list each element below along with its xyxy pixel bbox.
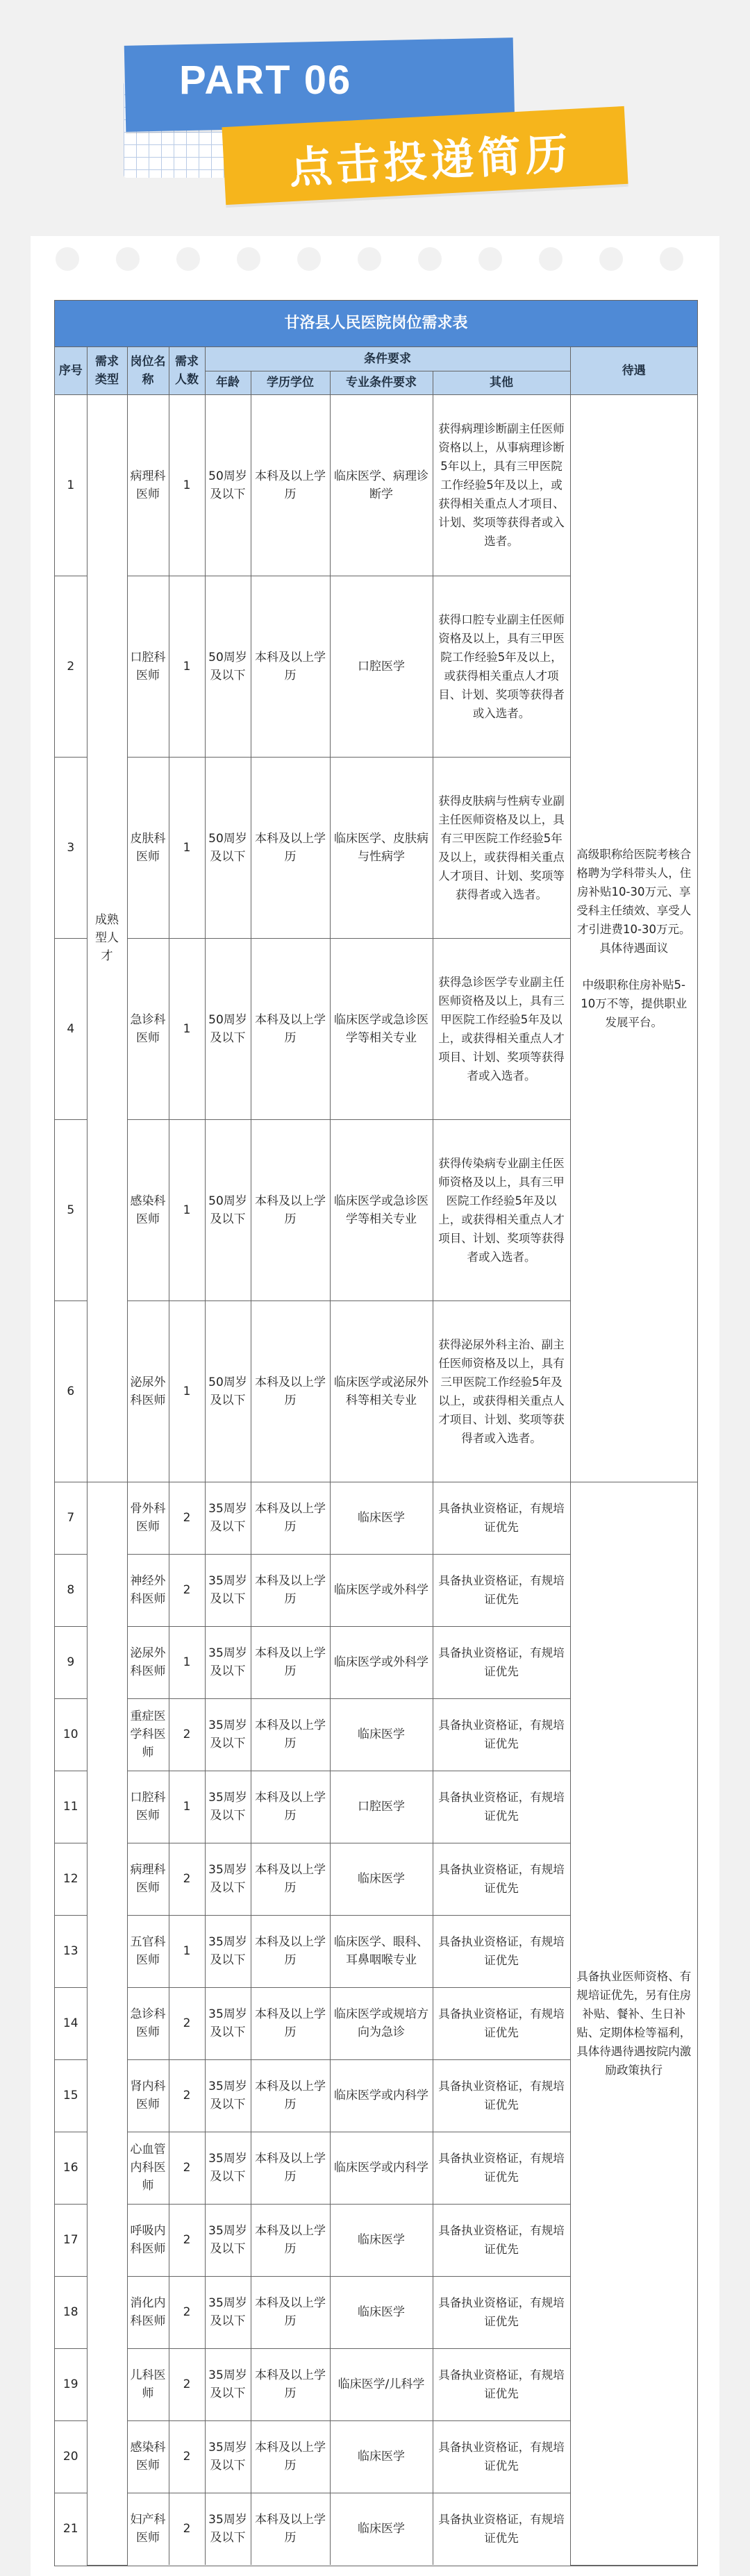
cell-age: 35周岁及以下 [205,2420,251,2493]
cell-major: 口腔医学 [330,576,433,757]
cell-seq: 14 [55,1987,87,2059]
cell-count: 1 [169,938,205,1119]
cell-seq: 18 [55,2276,87,2348]
cell-count: 1 [169,1626,205,1698]
cell-seq: 19 [55,2348,87,2420]
cell-other: 具备执业资格证，有规培证优先 [433,1698,570,1771]
cell-major: 临床医学或内科学 [330,2059,433,2132]
cell-major: 临床医学或泌尿外科等相关专业 [330,1300,433,1482]
cell-position: 妇产科医师 [127,2493,169,2565]
cell-other: 获得皮肤病与性病专业副主任医师资格及以上，具有三甲医院工作经验5年及以上，或获得相关重点人才项目、计划、奖项等获得者或入选者。 [433,757,570,938]
table-row [55,1482,697,1554]
cell-major: 临床医学或规培方向为急诊 [330,1987,433,2059]
header-seq: 序号 [55,347,87,394]
cell-count: 1 [169,757,205,938]
cell-major: 临床医学或外科学 [330,1626,433,1698]
cell-age: 50周岁及以下 [205,1300,251,1482]
cell-education: 本科及以上学历 [251,1987,330,2059]
cell-age: 35周岁及以下 [205,1482,251,1554]
cell-benefit [570,394,697,1482]
header-other: 其他 [433,371,570,394]
cell-count: 1 [169,576,205,757]
cell-seq: 4 [55,938,87,1119]
cell-education: 本科及以上学历 [251,576,330,757]
cell-seq: 20 [55,2420,87,2493]
cell-count: 1 [169,1119,205,1300]
cell-major: 临床医学 [330,2493,433,2565]
cell-education: 本科及以上学历 [251,2276,330,2348]
cell-position: 神经外科医师 [127,1554,169,1626]
cell-type [87,1482,127,2565]
cell-count: 2 [169,1554,205,1626]
cell-position: 儿科医师 [127,2348,169,2420]
cell-age: 35周岁及以下 [205,2204,251,2276]
cell-other: 具备执业资格证，有规培证优先 [433,1626,570,1698]
cell-education: 本科及以上学历 [251,1698,330,1771]
cell-education: 本科及以上学历 [251,1915,330,1987]
cell-other: 具备执业资格证，有规培证优先 [433,2276,570,2348]
cell-major: 临床医学 [330,2204,433,2276]
header-conditions: 条件要求 [205,347,570,371]
cell-major: 临床医学 [330,2420,433,2493]
cell-seq: 17 [55,2204,87,2276]
cell-seq: 13 [55,1915,87,1987]
cell-seq: 3 [55,757,87,938]
binder-hole [599,247,623,271]
binder-hole [297,247,321,271]
cell-other: 具备执业资格证，有规培证优先 [433,1554,570,1626]
header-type: 需求类型 [87,347,127,394]
cell-count: 2 [169,2059,205,2132]
cell-age: 35周岁及以下 [205,1987,251,2059]
cell-education: 本科及以上学历 [251,1482,330,1554]
binder-hole [418,247,442,271]
cell-other: 具备执业资格证，有规培证优先 [433,2493,570,2565]
cell-count: 2 [169,1482,205,1554]
cell-major: 临床医学 [330,1482,433,1554]
cell-count: 2 [169,2132,205,2204]
cell-age: 50周岁及以下 [205,757,251,938]
cell-education: 本科及以上学历 [251,938,330,1119]
cell-count: 1 [169,1300,205,1482]
header-major: 专业条件要求 [330,371,433,394]
cell-count: 2 [169,2276,205,2348]
binder-hole [116,247,140,271]
header-position: 岗位名称 [127,347,169,394]
cell-other: 获得传染病专业副主任医师资格及以上，具有三甲医院工作经验5年及以上，或获得相关重点人才项目、计划、奖项等获得者或入选者。 [433,1119,570,1300]
header-education: 学历学位 [251,371,330,394]
cell-other: 具备执业资格证，有规培证优先 [433,2204,570,2276]
cell-count: 2 [169,1698,205,1771]
cell-education: 本科及以上学历 [251,1300,330,1482]
cell-major: 临床医学或急诊医学等相关专业 [330,1119,433,1300]
cell-major: 口腔医学 [330,1771,433,1843]
cell-position: 泌尿外科医师 [127,1300,169,1482]
cell-other: 具备执业资格证，有规培证优先 [433,2059,570,2132]
cell-seq: 5 [55,1119,87,1300]
cell-age: 35周岁及以下 [205,2059,251,2132]
cell-position: 急诊科医师 [127,1987,169,2059]
cell-position: 心血管内科医师 [127,2132,169,2204]
header-count: 需求人数 [169,347,205,394]
cell-count: 1 [169,1771,205,1843]
cell-age: 35周岁及以下 [205,1554,251,1626]
cell-age: 35周岁及以下 [205,2348,251,2420]
recruitment-grid [55,347,697,2566]
cell-position: 呼吸内科医师 [127,2204,169,2276]
cell-seq: 12 [55,1843,87,1915]
part-label: PART 06 [179,58,352,103]
cell-major: 临床医学 [330,1843,433,1915]
binder-hole [176,247,200,271]
cell-position: 口腔科医师 [127,576,169,757]
cell-other: 获得口腔专业副主任医师资格及以上，具有三甲医院工作经验5年及以上，或获得相关重点人才项目、计划、奖项等获得者或入选者。 [433,576,570,757]
cell-major: 临床医学 [330,1698,433,1771]
cell-count: 2 [169,2204,205,2276]
cell-major: 临床医学/儿科学 [330,2348,433,2420]
cell-position: 感染科医师 [127,1119,169,1300]
cell-position: 泌尿外科医师 [127,1626,169,1698]
cell-type: 成熟型人才 [87,394,127,1482]
cell-seq: 2 [55,576,87,757]
cell-count: 2 [169,2420,205,2493]
cell-other: 获得病理诊断副主任医师资格以上，从事病理诊断5年以上，具有三甲医院工作经验5年及以上，或获得相关重点人才项目、计划、奖项等获得者或入选者。 [433,394,570,576]
cell-other: 具备执业资格证，有规培证优先 [433,2420,570,2493]
cell-count: 1 [169,394,205,576]
cell-education: 本科及以上学历 [251,2348,330,2420]
cell-education: 本科及以上学历 [251,1554,330,1626]
cell-other: 获得急诊医学专业副主任医师资格及以上，具有三甲医院工作经验5年及以上，或获得相关重点人才项目、计划、奖项等获得者或入选者。 [433,938,570,1119]
cell-seq: 10 [55,1698,87,1771]
cell-education: 本科及以上学历 [251,1626,330,1698]
binder-hole [56,247,79,271]
cell-seq: 11 [55,1771,87,1843]
cell-seq: 9 [55,1626,87,1698]
cell-age: 35周岁及以下 [205,1698,251,1771]
cell-education: 本科及以上学历 [251,394,330,576]
cell-other: 获得泌尿外科主治、副主任医师资格及以上，具有三甲医院工作经验5年及以上，或获得相关重点人才项目、计划、奖项等获得者或入选者。 [433,1300,570,1482]
cell-education: 本科及以上学历 [251,2493,330,2565]
cell-other: 具备执业资格证，有规培证优先 [433,2348,570,2420]
cell-benefit: 具备执业医师资格、有规培证优先，另有住房补贴、餐补、生日补贴、定期体检等福利，具体待遇待遇按院内激励政策执行 [570,1482,697,2565]
cell-other: 具备执业资格证，有规培证优先 [433,1482,570,1554]
cell-age: 35周岁及以下 [205,2493,251,2565]
cell-other: 具备执业资格证，有规培证优先 [433,2132,570,2204]
cell-education: 本科及以上学历 [251,2059,330,2132]
cell-major: 临床医学或急诊医学等相关专业 [330,938,433,1119]
cell-count: 1 [169,1915,205,1987]
cell-count: 2 [169,1987,205,2059]
cell-other: 具备执业资格证，有规培证优先 [433,1771,570,1843]
cell-education: 本科及以上学历 [251,757,330,938]
cell-age: 50周岁及以下 [205,394,251,576]
cta-label[interactable]: 点击投递简历 [288,128,574,194]
cell-other: 具备执业资格证，有规培证优先 [433,1843,570,1915]
benefit-senior: 高级职称给医院考核合格聘为学科带头人，住房补贴10-30万元、享受科主任绩效、享受人才引进费10-30万元。具体待遇面议 [576,847,692,955]
cell-education: 本科及以上学历 [251,2132,330,2204]
binder-hole [358,247,381,271]
cell-seq: 16 [55,2132,87,2204]
binder-hole [478,247,502,271]
cell-position: 皮肤科医师 [127,757,169,938]
cell-education: 本科及以上学历 [251,1771,330,1843]
cell-count: 2 [169,1843,205,1915]
cell-other: 具备执业资格证，有规培证优先 [433,1915,570,1987]
cell-major: 临床医学、病理诊断学 [330,394,433,576]
cell-age: 35周岁及以下 [205,2276,251,2348]
cell-position: 病理科医师 [127,1843,169,1915]
cell-position: 感染科医师 [127,2420,169,2493]
binder-hole [660,247,683,271]
cell-count: 2 [169,2493,205,2565]
cell-age: 50周岁及以下 [205,938,251,1119]
cell-age: 35周岁及以下 [205,1843,251,1915]
header-banner [0,0,750,229]
table-row [55,394,697,576]
cell-age: 50周岁及以下 [205,1119,251,1300]
cell-seq: 1 [55,394,87,576]
cell-age: 50周岁及以下 [205,576,251,757]
recruitment-table [54,300,698,2566]
cell-education: 本科及以上学历 [251,2420,330,2493]
binder-holes [31,247,719,275]
cell-position: 病理科医师 [127,394,169,576]
cell-position: 口腔科医师 [127,1771,169,1843]
cell-position: 肾内科医师 [127,2059,169,2132]
header-age: 年龄 [205,371,251,394]
cell-position: 重症医学科医师 [127,1698,169,1771]
cell-age: 35周岁及以下 [205,1915,251,1987]
cell-seq: 21 [55,2493,87,2565]
cell-major: 临床医学或内科学 [330,2132,433,2204]
cell-age: 35周岁及以下 [205,1771,251,1843]
binder-hole [237,247,260,271]
cell-major: 临床医学、皮肤病与性病学 [330,757,433,938]
cell-position: 消化内科医师 [127,2276,169,2348]
cell-major: 临床医学、眼科、耳鼻咽喉专业 [330,1915,433,1987]
cell-count: 2 [169,2348,205,2420]
cell-other: 具备执业资格证，有规培证优先 [433,1987,570,2059]
cell-seq: 7 [55,1482,87,1554]
cell-seq: 8 [55,1554,87,1626]
cell-education: 本科及以上学历 [251,1843,330,1915]
benefit-intermediate: 中级职称住房补贴5-10万不等，提供职业发展平台。 [581,978,688,1029]
header-benefit: 待遇 [570,347,697,394]
table-title: 甘洛县人民医院岗位需求表 [55,301,697,347]
cell-age: 35周岁及以下 [205,2132,251,2204]
cell-position: 急诊科医师 [127,938,169,1119]
cell-age: 35周岁及以下 [205,1626,251,1698]
cell-education: 本科及以上学历 [251,2204,330,2276]
cell-major: 临床医学 [330,2276,433,2348]
cell-seq: 15 [55,2059,87,2132]
cell-education: 本科及以上学历 [251,1119,330,1300]
binder-hole [539,247,562,271]
cell-position: 骨外科医师 [127,1482,169,1554]
cell-major: 临床医学或外科学 [330,1554,433,1626]
cell-seq: 6 [55,1300,87,1482]
cell-position: 五官科医师 [127,1915,169,1987]
